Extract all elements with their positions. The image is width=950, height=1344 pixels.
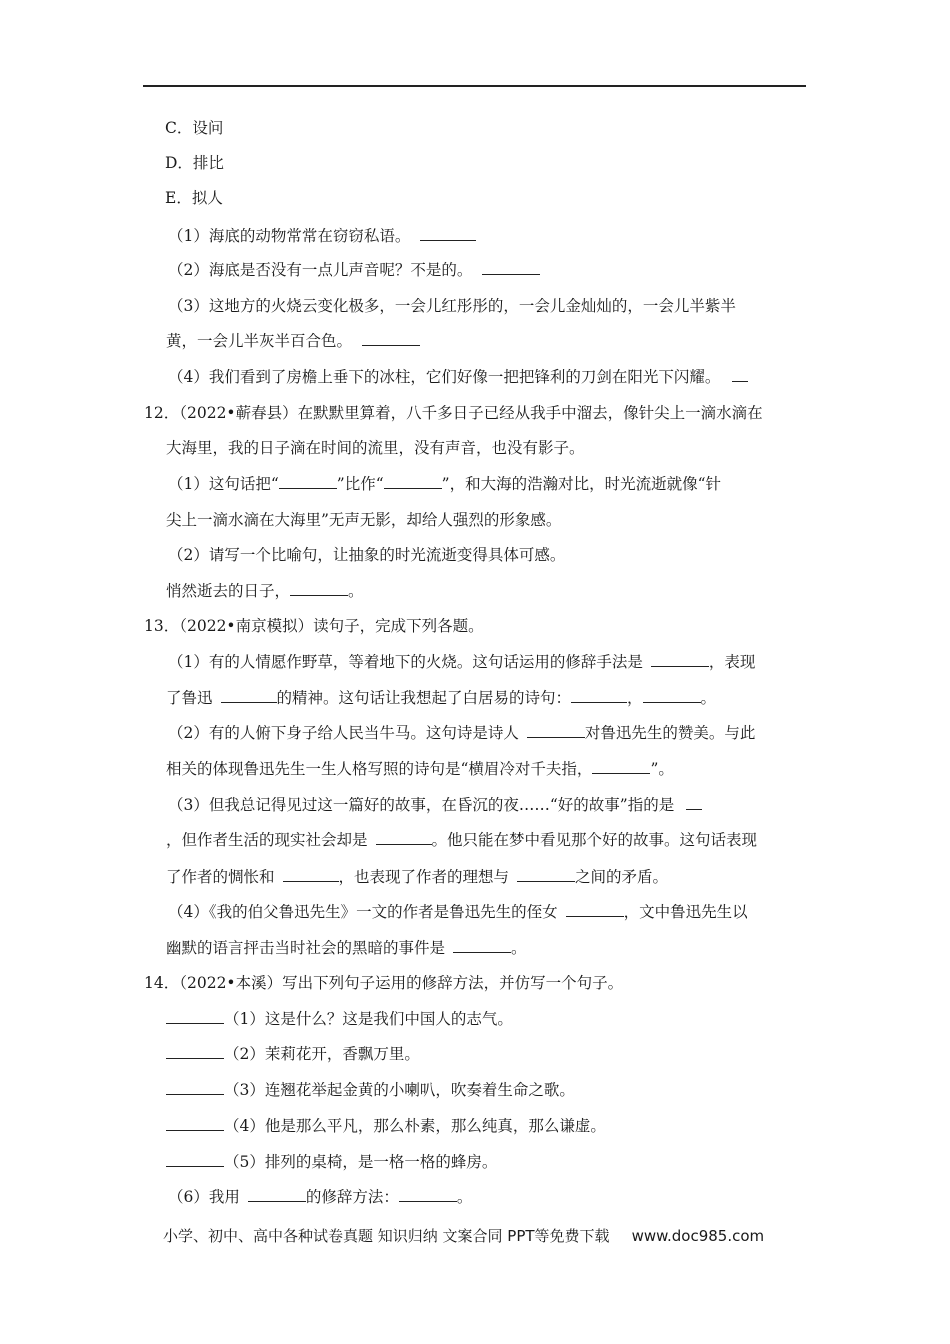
answer-blank[interactable] xyxy=(283,866,339,882)
q13-part2-line2: 相关的体现鲁迅先生一生人格写照的诗句是“横眉冷对千夫指， ”。 xyxy=(166,760,674,778)
q13-part2-line1: （2）有的人俯下身子给人民当牛马。这句诗是诗人 对鲁迅先生的赞美。与此 xyxy=(168,724,756,742)
answer-blank[interactable] xyxy=(686,794,702,810)
answer-blank[interactable] xyxy=(482,259,540,275)
q11-item-2: （2）海底是否没有一点儿声音呢？不是的。 xyxy=(168,259,540,281)
q13-part3-line3: 了作者的惆怅和 ，也表现了作者的理想与 之间的矛盾。 xyxy=(166,868,669,886)
q11-item-3-line2: 黄，一会儿半灰半百合色。 xyxy=(166,330,420,352)
q11-item-3-line1: （3）这地方的火烧云变化极多，一会儿红彤彤的，一会儿金灿灿的，一会儿半紫半 xyxy=(168,297,736,315)
q14-item-6: （6）我用 的修辞方法： 。 xyxy=(168,1188,473,1206)
answer-blank[interactable] xyxy=(517,866,575,882)
answer-blank[interactable] xyxy=(384,473,442,489)
answer-blank[interactable] xyxy=(166,1008,224,1024)
answer-blank[interactable] xyxy=(248,1186,306,1202)
q12-part1-line2: 尖上一滴水滴在大海里”无声无影，却给人强烈的形象感。 xyxy=(166,511,562,529)
answer-blank[interactable] xyxy=(732,366,748,382)
answer-blank[interactable] xyxy=(166,1079,224,1095)
answer-blank[interactable] xyxy=(221,687,277,703)
answer-blank[interactable] xyxy=(453,937,511,953)
answer-blank[interactable] xyxy=(643,687,701,703)
q13-part4-line2: 幽默的语言抨击当时社会的黑暗的事件是 。 xyxy=(166,939,527,957)
q13-part1-line1: （1）有的人情愿作野草，等着地下的火烧。这句话运用的修辞手法是 ，表现 xyxy=(168,653,756,671)
q14-item-5: （5）排列的桌椅，是一格一格的蜂房。 xyxy=(166,1151,497,1173)
q11-item-1: （1）海底的动物常常在窃窃私语。 xyxy=(168,225,476,247)
q11-item-4: （4）我们看到了房檐上垂下的冰柱，它们好像一把把锋利的刀剑在阳光下闪耀。 xyxy=(168,366,748,388)
footer-text: 小学、初中、高中各种试卷真题 知识归纳 文案合同 PPT等免费下载 xyxy=(163,1227,610,1245)
option-c: C．设问 xyxy=(165,119,224,137)
q13-part3-line1: （3）但我总记得见过这一篇好的故事，在昏沉的夜……“好的故事”指的是 xyxy=(168,794,702,816)
q14-stem: 14．（2022•本溪）写出下列句子运用的修辞方法，并仿写一个句子。 xyxy=(144,974,624,992)
q13-stem: 13．（2022•南京模拟）读句子，完成下列各题。 xyxy=(144,617,484,635)
answer-blank[interactable] xyxy=(651,651,709,667)
q14-item-4: （4）他是那么平凡，那么朴素，那么纯真，那么谦虚。 xyxy=(166,1115,606,1137)
q13-part3-line2: ，但作者生活的现实社会却是 。他只能在梦中看见那个好的故事。这句话表现 xyxy=(166,831,758,849)
q14-item-3: （3）连翘花举起金黄的小喇叭，吹奏着生命之歌。 xyxy=(166,1079,575,1101)
q13-part4-line1: （4）《我的伯父鲁迅先生》一文的作者是鲁迅先生的侄女 ，文中鲁迅先生以 xyxy=(168,903,748,921)
answer-blank[interactable] xyxy=(571,687,627,703)
q12-part2-answer: 悄然逝去的日子， 。 xyxy=(166,582,364,600)
option-e: E．拟人 xyxy=(165,189,223,207)
header-rule xyxy=(143,85,806,87)
answer-blank[interactable] xyxy=(290,580,348,596)
answer-blank[interactable] xyxy=(399,1186,457,1202)
answer-blank[interactable] xyxy=(166,1115,224,1131)
answer-blank[interactable] xyxy=(166,1043,224,1059)
answer-blank[interactable] xyxy=(527,722,585,738)
q13-part1-line2: 了鲁迅 的精神。这句话让我想起了白居易的诗句： ， 。 xyxy=(166,689,717,707)
q12-part1-line1: （1）这句话把“ ”比作“ ”，和大海的浩瀚对比，时光流逝就像“针 xyxy=(168,475,722,493)
q12-stem-line1: 12．（2022•蕲春县）在默默里算着，八千多日子已经从我手中溜去，像针尖上一滴水滴在 xyxy=(144,404,763,422)
answer-blank[interactable] xyxy=(279,473,337,489)
page-footer xyxy=(163,1225,764,1246)
answer-blank[interactable] xyxy=(166,1151,224,1167)
answer-blank[interactable] xyxy=(592,758,650,774)
answer-blank[interactable] xyxy=(376,829,432,845)
q14-item-2: （2）茉莉花开，香飘万里。 xyxy=(166,1043,420,1065)
option-d: D．排比 xyxy=(165,154,224,172)
footer-url[interactable]: www.doc985.com xyxy=(631,1227,765,1245)
q12-part2: （2）请写一个比喻句，让抽象的时光流逝变得具体可感。 xyxy=(168,546,566,564)
answer-blank[interactable] xyxy=(566,901,624,917)
q12-stem-line2: 大海里，我的日子滴在时间的流里，没有声音，也没有影子。 xyxy=(166,439,585,457)
answer-blank[interactable] xyxy=(420,225,476,241)
q14-item-1: （1）这是什么？这是我们中国人的志气。 xyxy=(166,1008,513,1030)
answer-blank[interactable] xyxy=(362,330,420,346)
